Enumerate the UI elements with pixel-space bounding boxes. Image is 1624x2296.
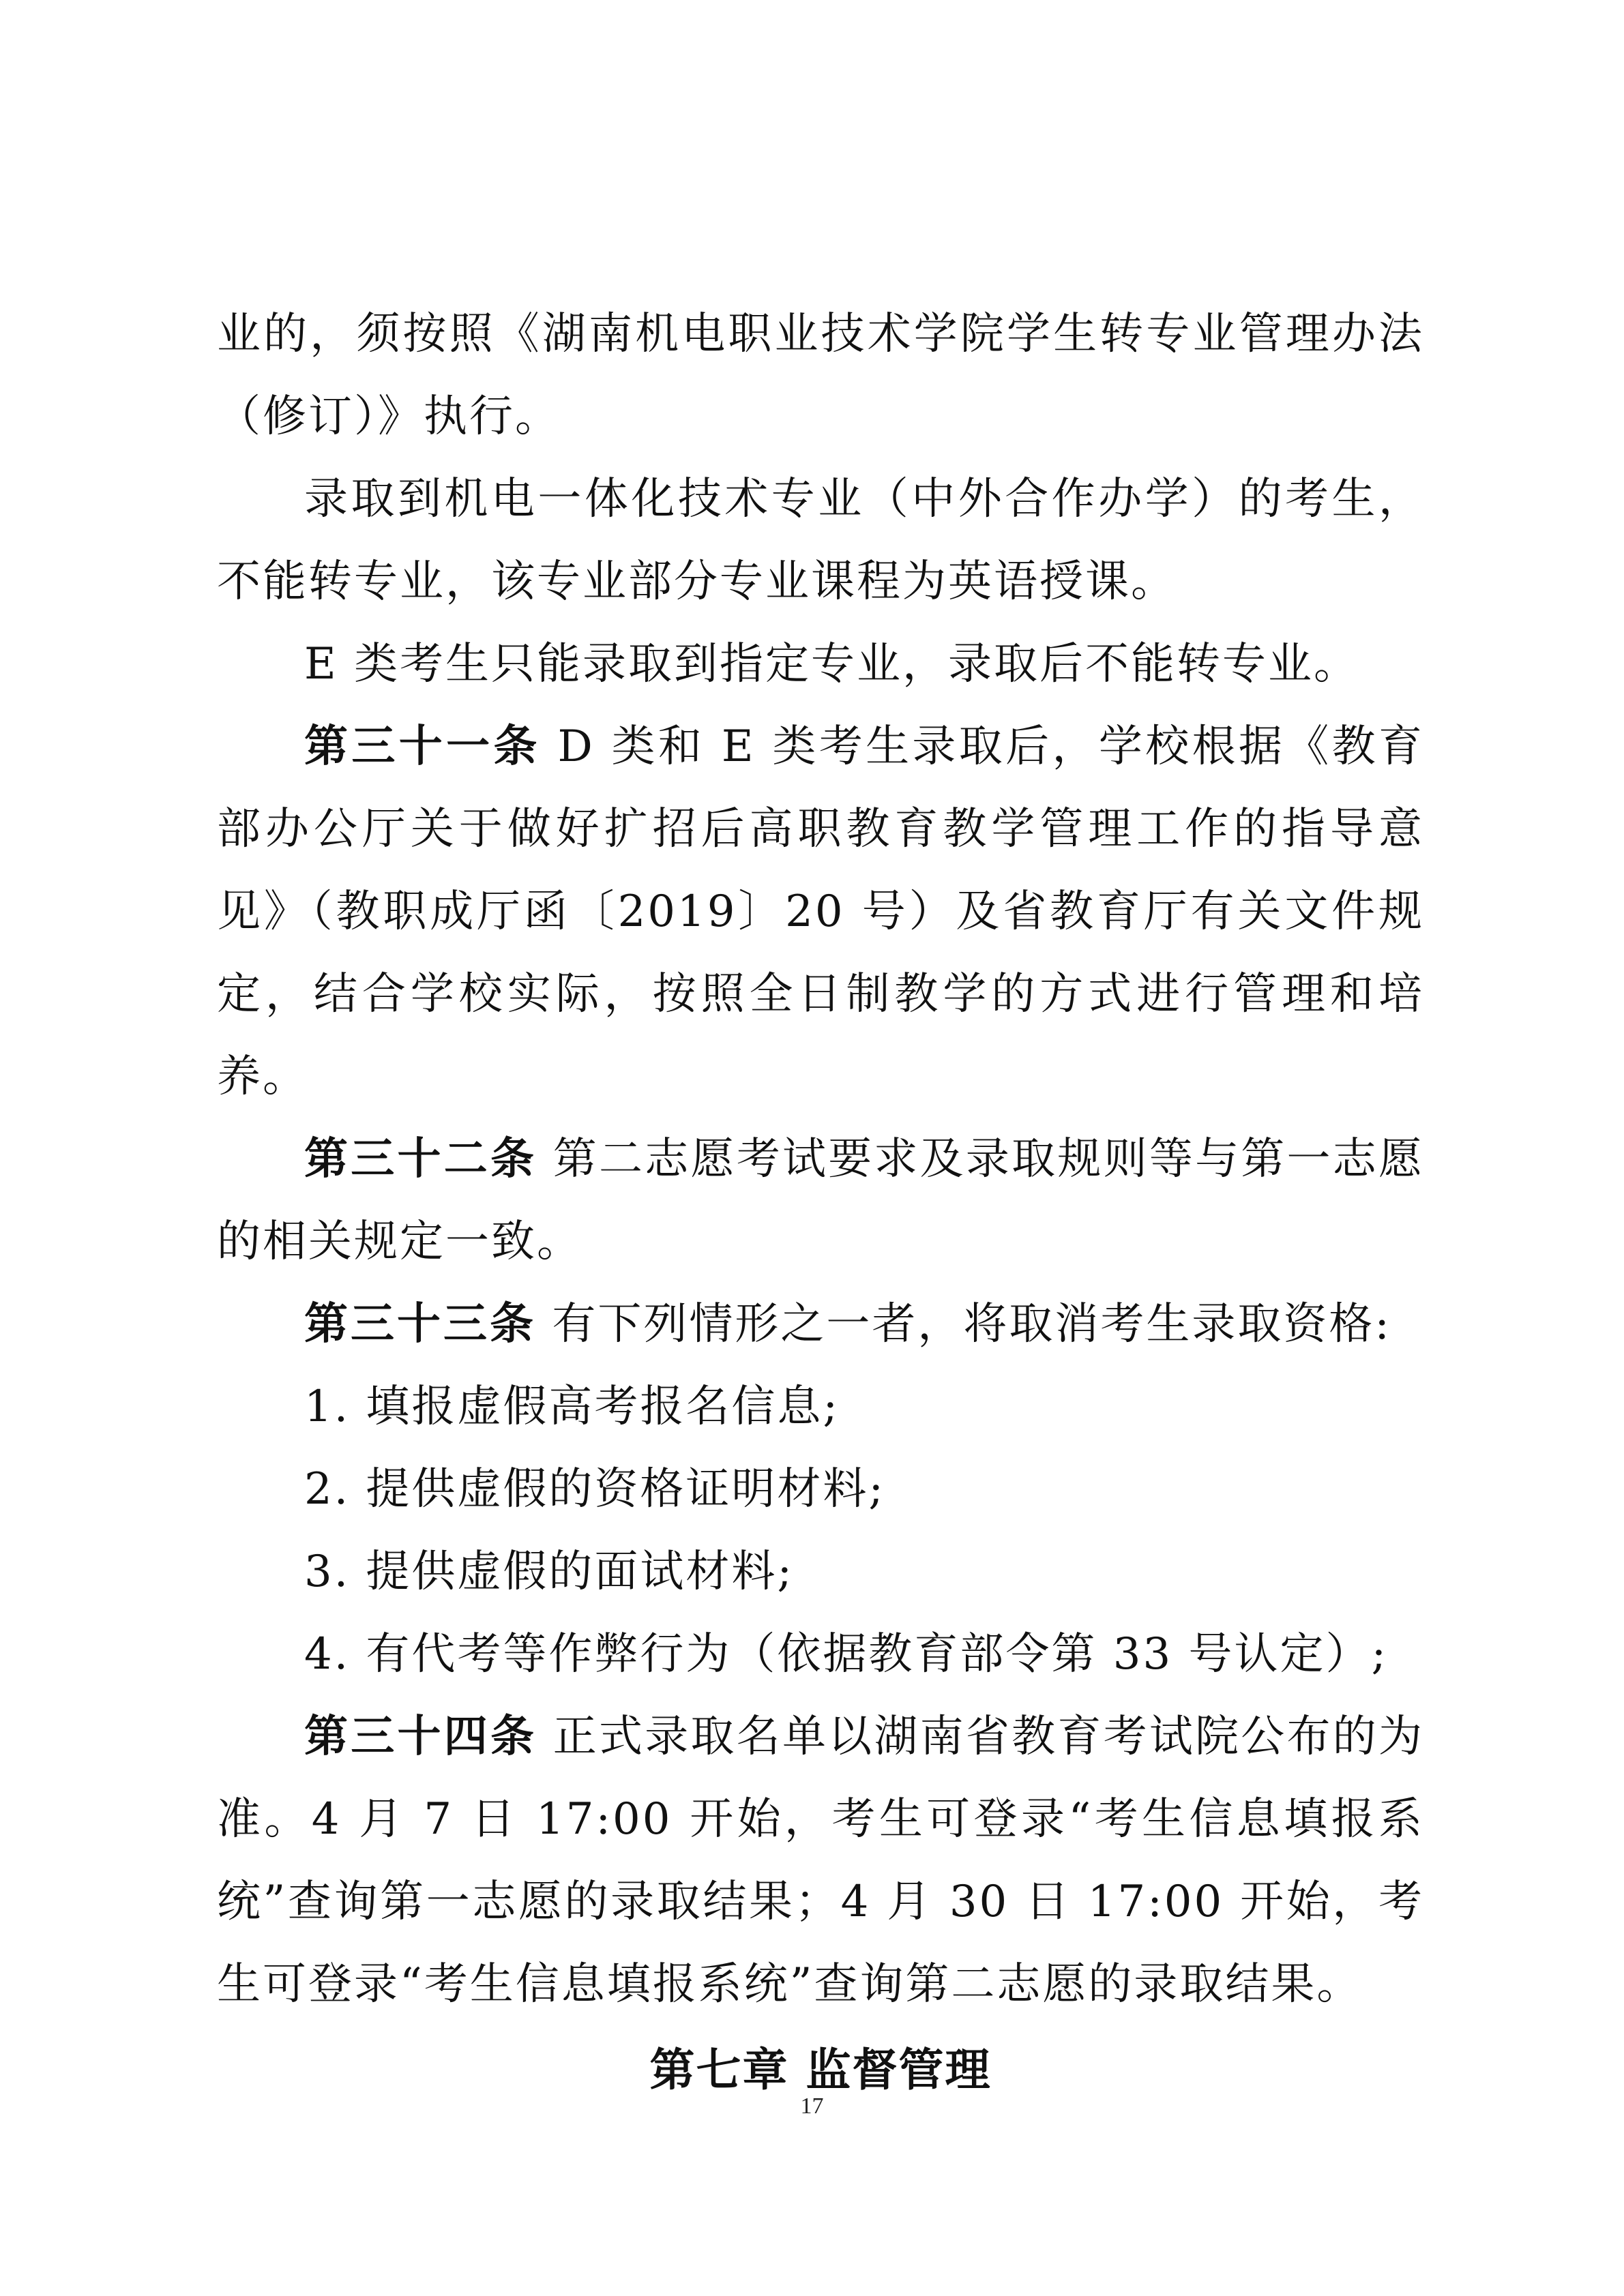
- article-33: [217, 1283, 1424, 1366]
- chapter-heading: 第七章 监督管理: [649, 2044, 992, 2096]
- article-32: [217, 1118, 1424, 1283]
- list-item-text: 4. 有代考等作弊行为（依据教育部令第 33 号认定）;: [304, 1629, 1389, 1680]
- list-item-4: [217, 1613, 1424, 1696]
- article-text: 有下列情形之一者，将取消考生录取资格:: [536, 1299, 1391, 1350]
- list-item-text: 1. 填报虚假高考报名信息;: [304, 1382, 840, 1432]
- document-body: [217, 293, 1424, 2115]
- paragraph-sino-foreign: [217, 458, 1424, 623]
- list-item-text: 2. 提供虚假的资格证明材料;: [304, 1464, 885, 1515]
- page-number: 17: [800, 2093, 824, 2119]
- list-item-2: [217, 1448, 1424, 1531]
- list-item-3: [217, 1531, 1424, 1613]
- article-34: [217, 1696, 1424, 2026]
- article-number: 第三十三条: [304, 1299, 536, 1350]
- paragraph-text: 业的，须按照《湖南机电职业技术学院学生转专业管理办法（修订）》执行。: [217, 309, 1424, 442]
- article-text: 正式录取名单以湖南省教育考试院公布的为准。4 月 7 日 17:00 开始，考生可登录“考生信息填报系统”查询第一志愿的录取结果；4 月 30 日 17:00 开始，考生可登录“考生信息填报系统”查询第二志愿的录取结果。: [217, 1712, 1425, 2010]
- article-text: D 类和 E 类考生录取后，学校根据《教育部办公厅关于做好扩招后高职教育教学管理工作的指导意见》（教职成厅函〔2019〕20 号）及省教育厅有关文件规定，结合学校实际，按照全日制教学的方式进行管理和培养。: [217, 721, 1425, 1102]
- list-item-1: [217, 1366, 1424, 1448]
- list-item-text: 3. 提供虚假的面试材料;: [304, 1547, 794, 1597]
- article-number: 第三十一条: [304, 721, 541, 772]
- article-text: 第二志愿考试要求及录取规则等与第一志愿的相关规定一致。: [217, 1134, 1425, 1267]
- paragraph-text: E 类考生只能录取到指定专业，录取后不能转专业。: [304, 639, 1360, 689]
- paragraph-transfer-rule: [217, 293, 1424, 458]
- paragraph-text: 录取到机电一体化技术专业（中外合作办学）的考生，不能转专业，该专业部分专业课程为英语授课。: [217, 474, 1424, 607]
- article-31: [217, 706, 1424, 1118]
- paragraph-e-class: [217, 623, 1424, 706]
- article-number: 第三十四条: [304, 1712, 537, 1762]
- article-number: 第三十二条: [304, 1134, 537, 1184]
